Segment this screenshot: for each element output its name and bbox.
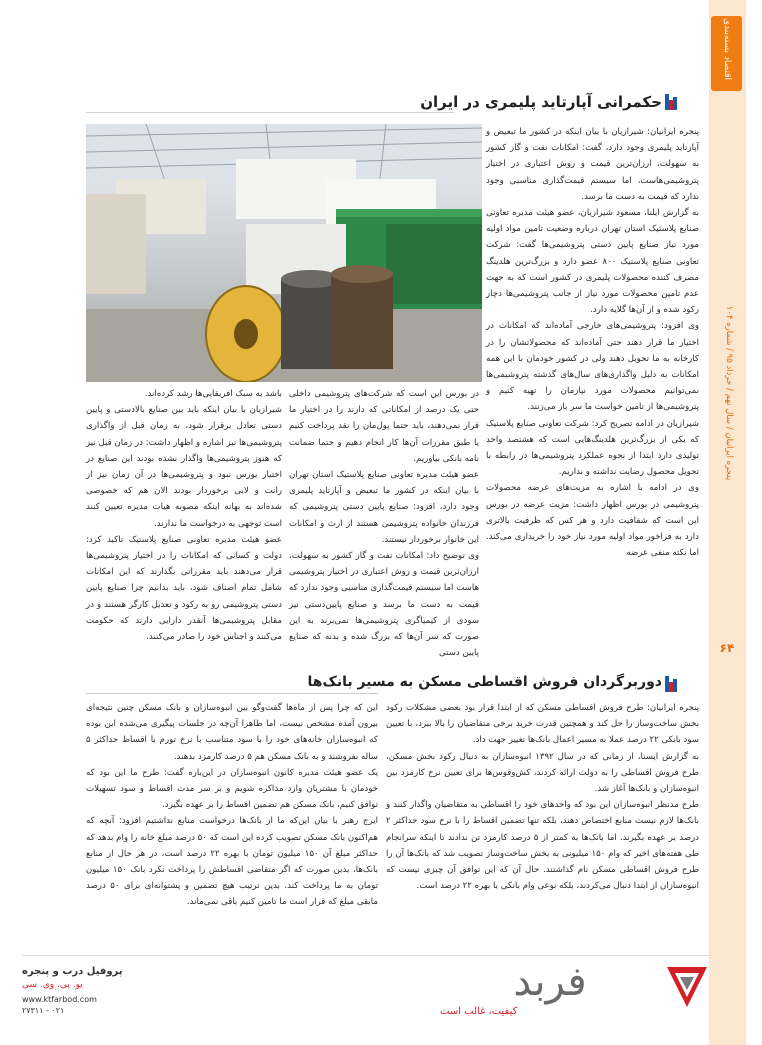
paragraph: این که چرا پس از ماه‌ها گفت‌وگو بین انبوه‌سازان و بانک مسکن چنین نتیجه‌ای بیرون آمده مشخص نیست، اما ظاهرا آن‌چه در جلسات پیگیری می‌شده این بوده که انبوه‌سازان خانه‌های خود را با سود متناسب با نرخ تورم با اقساط حداکثر ۵ ساله بفروشند و به بانک مسکن هم ۵ درصد کارمزد بدهند.: [86, 703, 378, 762]
paragraph: طرح مدنظر انبوه‌سازان این بود که واحدهای خود را اقساطی به متقاضیان واگذار کنند و بانک‌ها لازم نیست منابع اختصاص دهند، بلکه تنها تضمین اقساط را با نرخ سود حداکثر ۲ درصد بر عهده بگیرند. اما بانک‌ها به کمتر از ۵ درصد کارمزد تن ندادند تا اینکه سرانجام طی هفته‌های اخیر که وام ۱۵۰ میلیونی به بخش ساخت‌وساز تصویب شد که بانک‌ها آن را طرح فروش اقساطی مسکن نام گذاشتند. حال آن که این توافق آن چیزی نیست که انبوه‌سازان از ابتدا دنبال می‌کردند، بلکه نوعی وام بانکی با بهره ۲۲ درصد است.: [386, 800, 699, 892]
article2-column-left: [86, 700, 378, 911]
section-tab-label: اقتصاد بسته‌بندی: [722, 18, 732, 80]
ad-contact: [22, 966, 142, 1015]
heading-bars-icon: [665, 676, 678, 692]
ad-website: www.ktfarbod.com: [22, 995, 97, 1004]
paragraph: وی در ادامه با اشاره به مزیت‌های عرضه محصولات پتروشیمی در بورس اظهار داشت: مزیت عرضه در بورس این است که شفافیت دارد و هر کس که ظرفیت بالاتری دارد به فراخور مواد اولیه مورد نیاز خود را خریداری می‌کند. اما نکته منفی عرضه: [486, 483, 699, 559]
ad-brand: [440, 960, 660, 1017]
paragraph: وی توضیح داد: امکانات نفت و گاز کشور به سهولت، ارزان‌ترین قیمت و روش اعتباری در اختیار پتروشیمی هاست اما سیستم قیمت‌گذاری مناسبی وجود ندارد که قیمت به دست ما برسد و صنایع پایین‌دستی نیز سودی از کیمیاگری پتروشیمی‌ها نمی‌برند به این صورت که سر آن‌ها که بزرگ شده و بدنه که صنایع پایین دستی: [289, 551, 479, 659]
article1-column-right: [486, 124, 699, 561]
article-title: حکمرانی آپارتاید پلیمری در ایران: [420, 93, 662, 111]
article-title: دوربرگردان فروش اقساطی مسکن به مسیر بانک‌ها: [307, 674, 662, 690]
title-rule: [86, 112, 454, 113]
brand-slogan: کیفیت، غالب است: [440, 1006, 518, 1017]
paragraph: شیرازیان در ادامه تصریح کرد: شرکت تعاونی صنایع پلاستیک که یکی از بزرگ‌ترین هلدینگ‌هایی است که هشتصد واحد تولیدی دارد ابتدا از نحوه عملکرد پتروشیمی‌ها در رابطه با تحویل محصول رضایت نداشته و نداریم.: [486, 418, 699, 478]
ad-product-line: پروفیل درب و پنجره: [22, 966, 123, 977]
article1-column-middle: [289, 386, 479, 661]
paragraph: باشد به سبک افریقایی‌ها رشد کرده‌اند.: [144, 389, 282, 399]
paragraph: پنجره ایرانیان: شیرازیان با بیان اینکه در کشور ما تبعیض و آپارتاید پلیمری وجود دارد، گفت: امکانات نفت و گاز کشور به سهولت، ارزان‌ترین قیمت و روش اعتباری در اختیار پتروشیمی‌هاست، اما سیستم قیمت‌گذاری مناسبی وجود ندارد که قیمت به دست ما برسد.: [486, 127, 699, 202]
section-tab: [711, 16, 742, 91]
paragraph: وی افزود: پتروشیمی‌های خارجی آماده‌اند که امکانات در اختیار ما قرار دهند حتی آماده‌اند که محصولاتشان را در کارخانه به ما تحویل دهند ولی در کشور خودمان با این همه امکانات به دلیل واگذاری‌های سال‌های گذشته پتروشیمی‌ها نمی‌توانیم محصولات مورد نیازمان را تهیه کنیم و پتروشیمی‌ها از تامین خواست ما سر باز می‌زنند.: [486, 321, 699, 413]
paragraph: ایرج رهبر با بیان این‌که ما از بانک‌ها درخواست منابع نداشتیم افزود: آنچه که هم‌اکنون بانک مسکن تصویب کرده این است که ۵۰ درصد مبلغ خانه را وام بدهد که حداکثر مبلغ آن ۱۵۰ میلیون تومان با بهره ۲۲ درصد است، در هر حال از منابع بانک‌ها، بدین صورت که اگر متقاضی اقساطش را پرداخت نکرد بانک ۱۵۰ میلیون تومان به ما پرداخت کند. بدین ترتیب هیچ تضمین و پشتوانه‌ای برای ۵۰ درصد مابقی مبلغ که قرار است ما تامین کنیم باقی نمی‌ماند.: [86, 816, 378, 908]
side-strip: [709, 0, 746, 1045]
paragraph: در بورس این است که شرکت‌های پتروشیمی داخلی حتی یک درصد از امکاناتی که دارند را در اختیار ما قرار نمی‌دهند، باید حتما پول‌مان را نقد پرداخت کنیم یا طبق مقررات آن‌ها کار انجام دهیم و حتما ضمانت نامه بانکی بیاوریم.: [289, 389, 479, 464]
paragraph: عضو هیئت مدیره تعاونی صنایع پلاستیک استان تهران با بیان اینکه در کشور ما تبعیض و آپارتاید پلیمری وجود دارد، افزود: صنایع پایین دستی پتروشیمی که فرزندان خانواده پتروشیمی هستند از ارث و امکانات این خانوار برخوردار نیستند.: [289, 470, 479, 545]
ad-product-type: یو. پی. وی. سی: [22, 980, 83, 990]
paragraph: عضو هیئت مدیره تعاونی صنایع پلاستیک تاکید کرد: دولت و کسانی که امکانات را در اختیار پتروشیمی‌ها قرار می‌دهند باید مقرراتی بگذارند که این امکانات شامل تمام اصناف شود، باید بدانیم چرا صنایع پایین دستی پتروشیمی رو به رکود و تعدیل کارگر هستند و در مقابل پتروشیمی‌ها آنقدر دارایی دارند که حکومت می‌کنند و اجناس خود را صادر می‌کنند.: [86, 534, 282, 643]
warehouse-photo: [86, 124, 482, 382]
brand-logo-icon: [665, 963, 709, 1009]
ad-phone: ۰۲۱ - ۲۷۳۱۱: [22, 1006, 65, 1015]
brand-wordmark: فربد: [513, 959, 587, 1005]
title-rule: [86, 693, 378, 694]
article1-column-left: [86, 386, 282, 645]
paragraph: پنجره ایرانیان: طرح فروش اقساطی مسکن که از ابتدا قرار بود بعضی مشکلات رکود بخش ساخت‌وساز را حل کند و همچنین قدرت خرید برخی متقاضیان را بالا ببرد، با تعیین سود بانکی ۲۲ درصد عملا به مسیر اعمال بانک‌ها تغییر جهت داد.: [386, 703, 699, 746]
footer-rule: [22, 955, 712, 956]
issue-info: پنجره ایرانیان / سال نهم / خرداد ۹۵ / شماره ۱۰۴: [724, 305, 734, 481]
paragraph: به گزارش ایلنا، مسعود شیرازیان، عضو هیئت مدیره تعاونی صنایع پلاستیک استان تهران درباره وضعیت تامین مواد اولیه مورد نیاز صنایع پایین دستی پتروشیمی‌ها گفت: شرکت تعاونی صنایع پلاستیک ۸۰۰ عضو دارد و بزرگ‌ترین هلدینگ مصرف کننده محصولات پلیمری در کشور است که به جهت عدم تامین محصولات مورد نیاز از جانب پتروشیمی‌ها دچار رکود شده و از آن‌ها گلایه دارد.: [486, 208, 699, 316]
page-number: ۶۴: [719, 641, 735, 655]
paragraph: یک عضو هیئت مدیره کانون انبوه‌سازان در این‌باره گفت: طرح ما این بود که خودمان با مشتریان وارد مذاکره شویم و بر سر مدت اقساط و سود تسهیلات توافق کنیم، بانک مسکن هم تضمین اقساط را بر عهده بگیرد.: [86, 767, 378, 811]
heading-bars-icon: [665, 94, 678, 110]
article2-column-right: [386, 700, 699, 894]
paragraph: به گزارش ایسنا، از زمانی که در سال ۱۳۹۲ انبوه‌سازان به دنبال رکود بخش مسکن، طرح فروش اقساطی را به دولت ارائه کردند، کش‌وقوس‌ها برای تعیین نرخ کارمزد بین انبوه‌سازان و بانک‌ها آغاز شد.: [386, 751, 699, 795]
paragraph: شیرازیان با بیان اینکه باید بین صنایع بالادستی و پایین دستی تعادل برقرار شود، به زمان قبل از واگذاری پتروشیمی‌ها نیز اشاره و اظهار داشت: در زمان قبل نیز که هنوز پتروشیمی‌ها واگذار نشده بودند این صنایع در اختیار بورس نبود و پتروشیمی‌ها در آن زمان نیز از رانت و لابی برخوردار بودند الان هم که خصوصی شده‌اند به بهانه اینکه مصوبه هیات مدیره تعیین کنند است توجهی به درخواست ما ندارند.: [86, 405, 282, 529]
